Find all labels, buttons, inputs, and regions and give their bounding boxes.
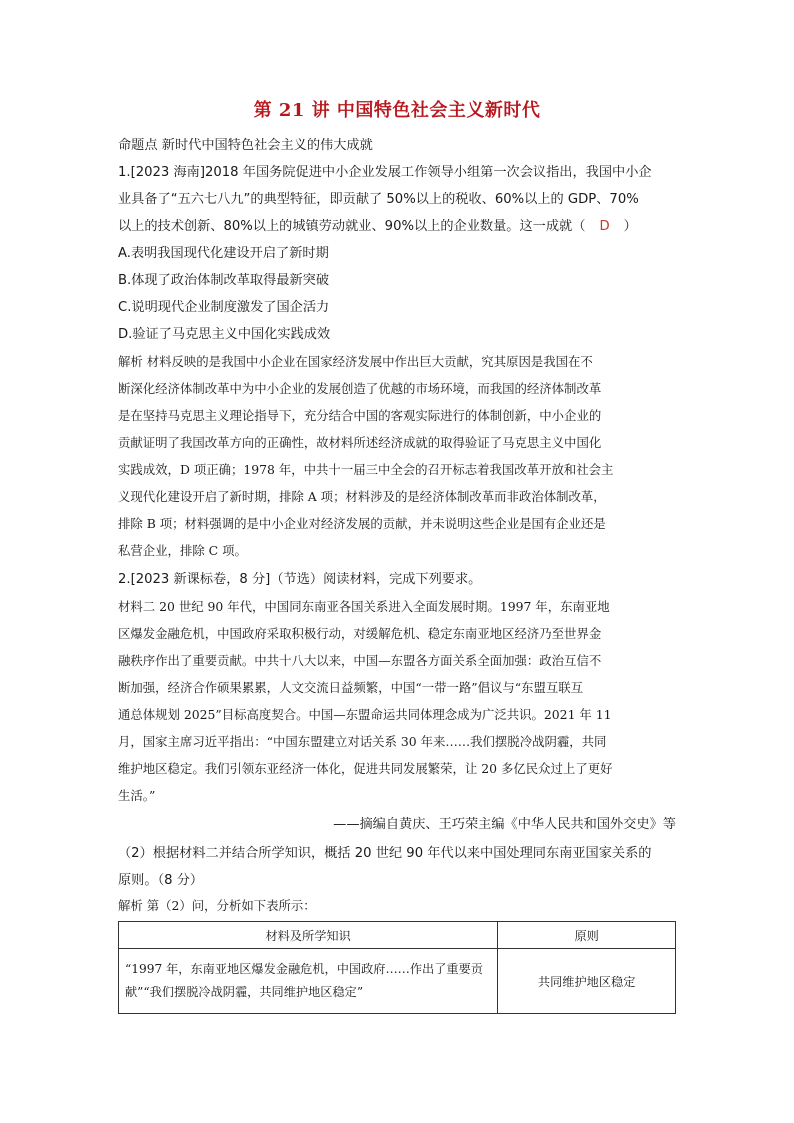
- q1-option-d: D.验证了马克思主义中国化实践成效: [118, 327, 331, 342]
- analysis-table-principle-cell: 共同维护地区稳定: [498, 949, 676, 1014]
- q1-analysis-line-3: 是在坚持马克思主义理论指导下，充分结合中国的客观实际进行的体制创新，中小企业的: [118, 408, 602, 423]
- q2-material-line-1: 材料二 20 世纪 90 年代，中国同东南亚各国关系进入全面发展时期。1997 年，东南亚地: [118, 599, 610, 614]
- q2-material-line-4: 断加强，经济合作硕果累累，人文交流日益频繁，中国“一带一路”倡议与“东盟互联互: [118, 680, 584, 695]
- lesson-title: 第 21 讲 中国特色社会主义新时代: [253, 100, 541, 121]
- q2-analysis-head: 解析 第（2）问，分析如下表所示：: [118, 898, 316, 913]
- q1-analysis-line-8: 私营企业，排除 C 项。: [118, 543, 247, 558]
- q1-analysis-line-4: 贡献证明了我国改革方向的正确性，故材料所述经济成就的取得验证了马克思主义中国化: [118, 435, 602, 450]
- topic-line: 命题点 新时代中国特色社会主义的伟大成就: [118, 138, 373, 153]
- q2-material-line-5: 通总体规划 2025”目标高度契合。中国—东盟命运共同体理念成为广泛共识。2021 年 11: [118, 707, 612, 722]
- q2-question-line-1: （2）根据材料二并结合所学知识，概括 20 世纪 90 年代以来中国处理同东南亚国家关系的: [118, 846, 652, 861]
- q1-answer: D: [599, 219, 610, 234]
- q1-stem-line-3: [118, 215, 676, 234]
- q1-option-b: B.体现了政治体制改革取得最新突破: [118, 273, 330, 288]
- q2-material-line-6: 月，国家主席习近平指出：“中国东盟建立对话关系 30 年来……我们摆脱冷战阴霾，共同: [118, 734, 607, 749]
- q1-analysis-line-5: 实践成效，D 项正确；1978 年，中共十一届三中全会的召开标志着我国改革开放和社会主: [118, 462, 614, 477]
- q2-material-line-2: 区爆发金融危机，中国政府采取积极行动，对缓解危机、稳定东南亚地区经济乃至世界金: [118, 626, 602, 641]
- q2-material-line-8: 生活。”: [118, 788, 156, 803]
- q1-analysis-line-2: 断深化经济体制改革中为中小企业的发展创造了优越的市场环境，而我国的经济体制改革: [118, 381, 602, 396]
- analysis-table: [118, 921, 676, 1014]
- q2-material-line-7: 维护地区稳定。我们引领东亚经济一体化，促进共同发展繁荣，让 20 多亿民众过上了更好: [118, 761, 613, 776]
- analysis-table-header-principle: 原则: [498, 922, 676, 949]
- q1-stem-close: ）: [623, 219, 637, 234]
- q1-stem-line-2: 业具备了“五六七八九”的典型特征，即贡献了 50%以上的税收、60%以上的 GDP、70%: [118, 192, 639, 207]
- analysis-table-header-row: [119, 922, 676, 949]
- q2-source: ——摘编自黄庆、王巧荣主编《中华人民共和国外交史》等: [333, 817, 676, 832]
- table-row: [119, 949, 676, 1014]
- q1-stem-line-1: 1.[2023 海南]2018 年国务院促进中小企业发展工作领导小组第一次会议指出，我国中小企: [118, 165, 652, 180]
- q1-option-a: A.表明我国现代化建设开启了新时期: [118, 246, 329, 261]
- analysis-table-material-cell: “1997 年，东南亚地区爆发金融危机，中国政府……作出了重要贡献”“我们摆脱冷战阴霾，共同维护地区稳定”: [119, 949, 498, 1014]
- q2-material-line-3: 融秩序作出了重要贡献。中共十八大以来，中国—东盟各方面关系全面加强：政治互信不: [118, 653, 602, 668]
- q2-question-line-2: 原则。（8 分）: [118, 873, 204, 888]
- q2-head: 2.[2023 新课标卷，8 分]（节选）阅读材料，完成下列要求。: [118, 572, 482, 587]
- q1-option-c: C.说明现代企业制度激发了国企活力: [118, 300, 330, 315]
- q1-analysis-line-7: 排除 B 项；材料强调的是中小企业对经济发展的贡献，并未说明这些企业是国有企业还是: [118, 516, 606, 531]
- q1-stem-text: 以上的技术创新、80%以上的城镇劳动就业、90%以上的企业数量。这一成就（: [118, 219, 586, 234]
- q1-analysis-line-6: 义现代化建设开启了新时期，排除 A 项；材料涉及的是经济体制改革而非政治体制改革，: [118, 489, 606, 504]
- q1-analysis-line-1: 解析 材料反映的是我国中小企业在国家经济发展中作出巨大贡献，究其原因是我国在不: [118, 354, 593, 369]
- analysis-table-header-material: 材料及所学知识: [119, 922, 498, 949]
